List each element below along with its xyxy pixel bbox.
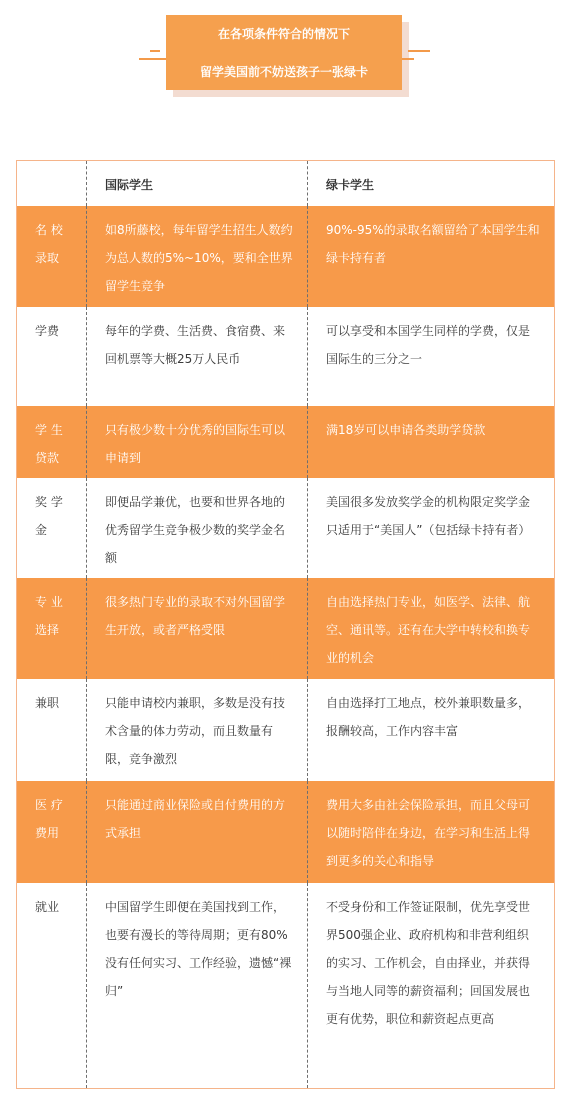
cell-international: 中国留学生即便在美国找到工作，也要有漫长的等待周期；更有80%没有任何实习、工作经验，遗憾“裸归” (86, 883, 307, 1088)
header-cell-international: 国际学生 (86, 161, 307, 206)
cell-greencard: 可以享受和本国学生同样的学费，仅是国际生的三分之一 (307, 307, 554, 406)
cell-greencard: 美国很多发放奖学金的机构限定奖学金只适用于“美国人”（包括绿卡持有者） (307, 478, 554, 578)
row-label: 奖 学 金 (35, 495, 63, 537)
table-row-admission (17, 206, 554, 307)
table-header-row (17, 161, 554, 206)
row-label: 医 疗 费用 (35, 798, 63, 840)
row-label: 学 生 贷款 (35, 423, 63, 465)
table-row-major (17, 578, 554, 679)
row-label: 就业 (35, 900, 60, 914)
deco-dash-left (150, 50, 160, 52)
deco-line-left (139, 58, 166, 60)
cell-greencard: 自由选择热门专业，如医学、法律、航空、通讯等。还有在大学中转校和换专业的机会 (307, 578, 554, 679)
deco-dash-right (402, 58, 414, 60)
cell-international: 即便品学兼优，也要和世界各地的优秀留学生竞争极少数的奖学金名额 (86, 478, 307, 578)
header-cell-greencard: 绿卡学生 (307, 161, 554, 206)
cell-greencard: 满18岁可以申请各类助学贷款 (307, 406, 554, 478)
header-cell-empty (17, 161, 86, 206)
deco-line-right (408, 50, 430, 52)
row-label: 名 校 录取 (35, 223, 63, 265)
row-label: 兼职 (35, 696, 60, 710)
title-line-2: 留学美国前不妨送孩子一张绿卡 (199, 65, 368, 79)
row-label: 学费 (35, 324, 60, 338)
cell-international: 只能申请校内兼职，多数是没有技术含量的体力劳动，而且数量有限，竞争激烈 (86, 679, 307, 781)
title-badge (166, 15, 402, 90)
title-line-1: 在各项条件符合的情况下 (217, 27, 350, 41)
cell-international: 如8所藤校，每年留学生招生人数约为总人数的5%~10%，要和全世界留学生竞争 (86, 206, 307, 307)
table-row-employment (17, 883, 554, 1088)
cell-international: 只能通过商业保险或自付费用的方式承担 (86, 781, 307, 883)
table-row-parttime (17, 679, 554, 781)
table-row-medical (17, 781, 554, 883)
table-row-loans (17, 406, 554, 478)
cell-greencard: 90%-95%的录取名额留给了本国学生和绿卡持有者 (307, 206, 554, 307)
cell-international: 很多热门专业的录取不对外国留学生开放，或者严格受限 (86, 578, 307, 679)
cell-greencard: 不受身份和工作签证限制，优先享受世界500强企业、政府机构和非营利组织的实习、工作机会，自由择业，并获得与当地人同等的薪资福利；回国发展也更有优势，职位和薪资起点更高 (307, 883, 554, 1088)
row-label: 专 业 选择 (35, 595, 63, 637)
cell-international: 只有极少数十分优秀的国际生可以申请到 (86, 406, 307, 478)
table-row-scholarship (17, 478, 554, 578)
cell-international: 每年的学费、生活费、食宿费、来回机票等大概25万人民币 (86, 307, 307, 406)
cell-greencard: 自由选择打工地点，校外兼职数量多，报酬较高，工作内容丰富 (307, 679, 554, 781)
cell-greencard: 费用大多由社会保险承担，而且父母可以随时陪伴在身边，在学习和生活上得到更多的关心和指导 (307, 781, 554, 883)
table-row-tuition (17, 307, 554, 406)
comparison-table (16, 160, 555, 1089)
